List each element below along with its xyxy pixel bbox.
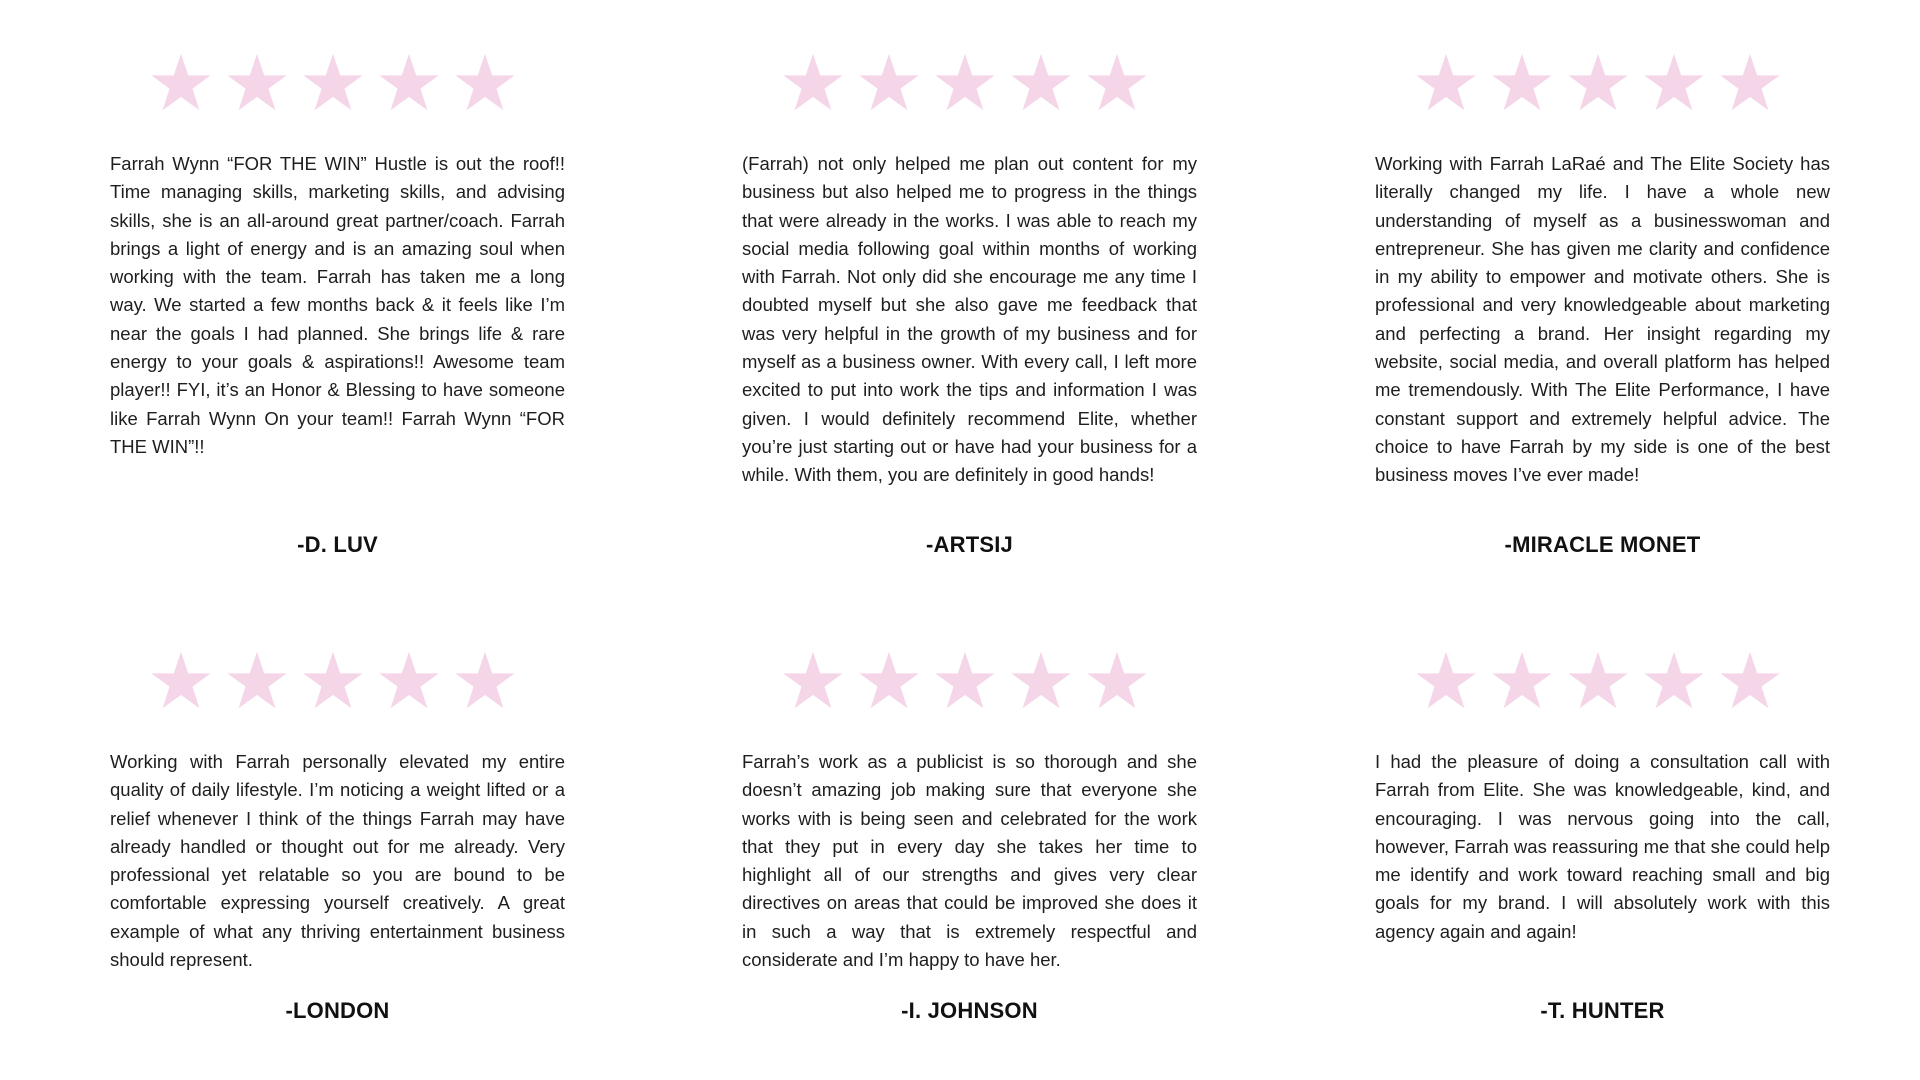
star-rating — [1415, 52, 1795, 112]
star-icon — [150, 650, 212, 710]
star-icon — [1010, 650, 1072, 710]
star-icon — [1567, 52, 1629, 112]
star-icon — [226, 52, 288, 112]
star-icon — [378, 650, 440, 710]
star-icon — [302, 650, 364, 710]
star-rating — [150, 650, 530, 710]
star-icon — [1415, 52, 1477, 112]
testimonial-author: -D. LUV — [297, 532, 378, 557]
star-icon — [934, 52, 996, 112]
testimonial-author: -LONDON — [285, 998, 390, 1023]
testimonial-quote: Working with Farrah personally elevated my entire quality of daily lifestyle. I’m noticing a weight lifted or a relief whenever I think of the things Farrah may have already handled or thought out for me already. Very professional yet relatable so you are bound to be comfortable expressing yourself creatively. A great example of what any thriving entertainment business should represent. — [110, 751, 565, 971]
star-icon — [302, 52, 364, 112]
testimonial-author: -I. JOHNSON — [901, 998, 1038, 1023]
star-icon — [1719, 650, 1781, 710]
star-rating — [1415, 650, 1795, 710]
star-icon — [858, 650, 920, 710]
testimonial-quote: (Farrah) not only helped me plan out content for my business but also helped me to progress in the things that were already in the works. I was able to reach my social media following goal within months of working with Farrah. Not only did she encourage me any time I doubted myself but she also gave me feedback that was very helpful in the growth of my business and for myself as a business owner. With every call, I left more excited to put into work the tips and information I was given. I would definitely recommend Elite, whether you’re just starting out or have had your business for a while. With them, you are definitely in good hands! — [742, 153, 1197, 486]
star-icon — [1643, 52, 1705, 112]
star-icon — [150, 52, 212, 112]
star-icon — [1567, 650, 1629, 710]
testimonial-author: -MIRACLE MONET — [1504, 532, 1701, 557]
star-icon — [1491, 650, 1553, 710]
star-icon — [226, 650, 288, 710]
star-rating — [782, 52, 1162, 112]
testimonial-author: -T. HUNTER — [1540, 998, 1665, 1023]
star-icon — [782, 650, 844, 710]
star-icon — [1719, 52, 1781, 112]
star-rating — [150, 52, 530, 112]
testimonial-quote: I had the pleasure of doing a consultation call with Farrah from Elite. She was knowledgeable, kind, and encouraging. I was nervous going into the call, however, Farrah was reassuring me that she could help me identify and work toward reaching small and big goals for my brand. I will absolutely work with this agency again and again! — [1375, 751, 1830, 942]
star-icon — [1491, 52, 1553, 112]
star-icon — [934, 650, 996, 710]
star-icon — [1086, 52, 1148, 112]
star-icon — [454, 650, 516, 710]
star-icon — [1415, 650, 1477, 710]
testimonial-quote: Farrah’s work as a publicist is so thorough and she doesn’t amazing job making sure that everyone she works with is being seen and celebrated for the work that they put in every day she takes her time to highlight all of our strengths and gives very clear directives on areas that could be improved she does it in such a way that is extremely respectful and considerate and I’m happy to have her. — [742, 751, 1197, 971]
testimonial-quote: Working with Farrah LaRaé and The Elite Society has literally changed my life. I have a whole new understanding of myself as a businesswoman and entrepreneur. She has given me clarity and confidence in my ability to empower and motivate others. She is professional and very knowledgeable about marketing and perfecting a brand. Her insight regarding my website, social media, and overall platform has helped me tremendously. With The Elite Performance, I have constant support and extremely helpful advice. The choice to have Farrah by my side is one of the best business moves I’ve ever made! — [1375, 153, 1830, 486]
star-icon — [1643, 650, 1705, 710]
star-icon — [858, 52, 920, 112]
star-icon — [1086, 650, 1148, 710]
testimonial-quote: Farrah Wynn “FOR THE WIN” Hustle is out the roof!! Time managing skills, marketing skills, and advising skills, she is an all-around great partner/coach. Farrah brings a light of energy and is an amazing soul when working with the team. Farrah has taken me a long way. We started a few months back & it feels like I’m near the goals I had planned. She brings life & rare energy to your goals & aspirations!! Awesome team player!! FYI, it’s an Honor & Blessing to have someone like Farrah Wynn On your team!! Farrah Wynn “FOR THE WIN”!! — [110, 153, 565, 457]
testimonial-author: -ARTSIJ — [926, 532, 1013, 557]
star-icon — [454, 52, 516, 112]
star-icon — [782, 52, 844, 112]
star-icon — [378, 52, 440, 112]
star-icon — [1010, 52, 1072, 112]
star-rating — [782, 650, 1162, 710]
